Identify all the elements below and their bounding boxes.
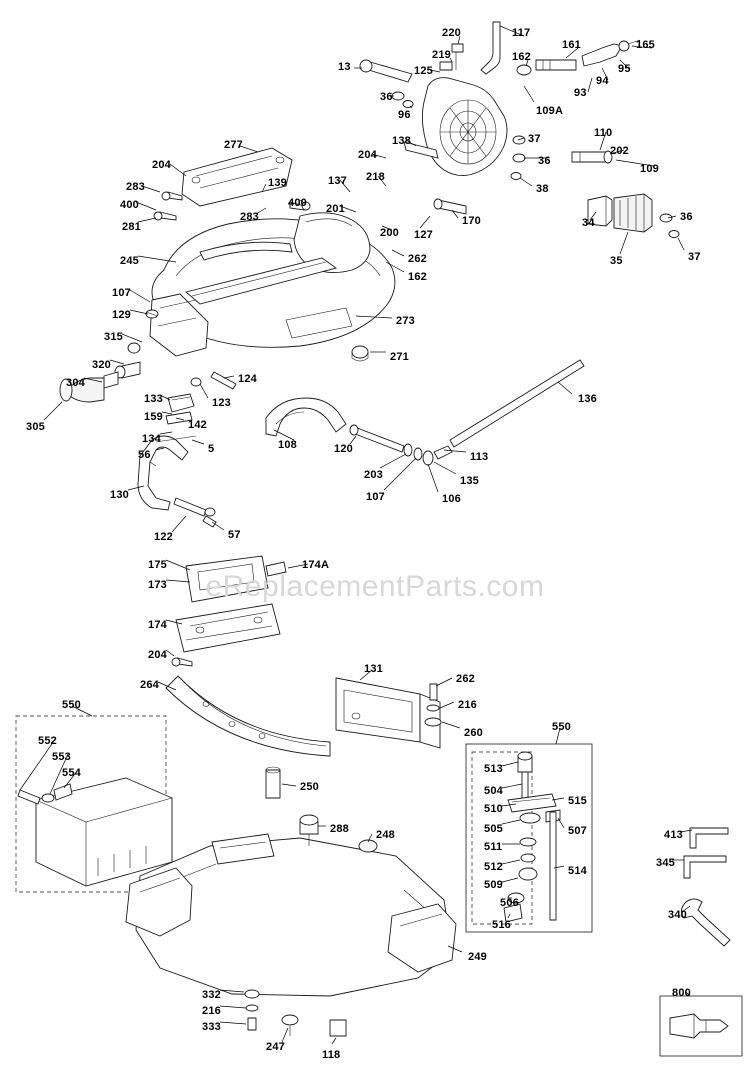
handle-linkage-group [266, 360, 584, 465]
part-callout-110: 110 [594, 127, 613, 139]
part-callout-170: 170 [462, 215, 481, 227]
part-callout-507: 507 [568, 825, 587, 837]
part-callout-320: 320 [92, 359, 111, 371]
part-callout-219: 219 [432, 49, 451, 61]
part-callout-271: 271 [390, 351, 409, 363]
part-callout-94: 94 [596, 75, 609, 87]
part-callout-283: 283 [240, 211, 259, 223]
part-callout-174A: 174A [302, 559, 330, 571]
part-callout-250: 250 [300, 781, 319, 793]
part-callout-262: 262 [456, 673, 475, 685]
part-callout-220: 220 [442, 27, 461, 39]
part-callout-120: 120 [334, 443, 353, 455]
part-callout-201: 201 [326, 203, 345, 215]
part-callout-95: 95 [618, 63, 631, 75]
part-callout-107: 107 [112, 287, 131, 299]
part-callout-305: 305 [26, 421, 45, 433]
part-callout-506: 506 [500, 897, 519, 909]
part-callout-108: 108 [278, 439, 297, 451]
part-callout-134: 134 [142, 433, 161, 445]
saw-base-group [126, 815, 456, 1036]
part-callout-283: 283 [126, 181, 145, 193]
part-callout-550: 550 [62, 699, 81, 711]
part-callout-510: 510 [484, 803, 503, 815]
part-callout-38: 38 [536, 183, 549, 195]
part-callout-13: 13 [338, 61, 351, 73]
part-callout-216: 216 [202, 1005, 221, 1017]
part-callout-264: 264 [140, 679, 159, 691]
part-callout-281: 281 [122, 221, 141, 233]
part-callout-340: 340 [668, 909, 687, 921]
part-callout-511: 511 [484, 841, 503, 853]
part-callout-159: 159 [144, 411, 163, 423]
part-callout-315: 315 [104, 331, 123, 343]
part-callout-36: 36 [380, 91, 393, 103]
dust-chute-group [166, 556, 330, 798]
part-callout-333: 333 [202, 1021, 221, 1033]
part-callout-37: 37 [688, 251, 701, 263]
part-callout-218: 218 [366, 171, 385, 183]
part-callout-106: 106 [442, 493, 461, 505]
part-callout-505: 505 [484, 823, 503, 835]
part-callout-516: 516 [492, 919, 511, 931]
part-callout-35: 35 [610, 255, 623, 267]
part-callout-504: 504 [484, 785, 503, 797]
part-callout-113: 113 [470, 451, 489, 463]
part-callout-175: 175 [148, 559, 167, 571]
part-callout-122: 122 [154, 531, 173, 543]
part-callout-135: 135 [460, 475, 479, 487]
part-callout-139: 139 [268, 177, 287, 189]
part-callout-277: 277 [224, 139, 243, 151]
part-callout-136: 136 [578, 393, 597, 405]
part-callout-137: 137 [328, 175, 347, 187]
part-callout-554: 554 [62, 767, 81, 779]
part-callout-117: 117 [512, 27, 531, 39]
part-callout-142: 142 [188, 419, 207, 431]
watermark: eReplacementParts.com [205, 570, 545, 603]
part-callout-125: 125 [414, 65, 433, 77]
part-callout-260: 260 [464, 727, 483, 739]
part-callout-56: 56 [138, 449, 151, 461]
part-callout-37: 37 [528, 133, 541, 145]
part-callout-248: 248 [376, 829, 395, 841]
part-callout-245: 245 [120, 255, 139, 267]
part-callout-127: 127 [414, 229, 433, 241]
part-callout-5: 5 [208, 443, 215, 455]
part-callout-34: 34 [582, 217, 595, 229]
part-callout-131: 131 [364, 663, 383, 675]
part-callout-553: 553 [52, 751, 71, 763]
part-callout-165: 165 [636, 39, 655, 51]
part-callout-109A: 109A [536, 105, 564, 117]
part-callout-109: 109 [640, 163, 659, 175]
part-callout-124: 124 [238, 373, 257, 385]
part-callout-133: 133 [144, 393, 163, 405]
part-callout-400: 400 [288, 197, 307, 209]
part-callout-249: 249 [468, 951, 487, 963]
part-callout-118: 118 [322, 1049, 341, 1061]
part-callout-203: 203 [364, 469, 383, 481]
part-callout-57: 57 [228, 529, 241, 541]
part-callout-552: 552 [38, 735, 57, 747]
part-callout-513: 513 [484, 763, 503, 775]
part-callout-202: 202 [610, 145, 629, 157]
part-callout-514: 514 [568, 865, 587, 877]
part-callout-204: 204 [148, 649, 167, 661]
part-callout-36: 36 [680, 211, 693, 223]
part-callout-93: 93 [574, 87, 587, 99]
part-callout-288: 288 [330, 823, 349, 835]
part-callout-345: 345 [656, 857, 675, 869]
part-callout-332: 332 [202, 989, 221, 1001]
part-callout-161: 161 [562, 39, 581, 51]
part-callout-138: 138 [392, 135, 411, 147]
part-callout-130: 130 [110, 489, 129, 501]
part-callout-413: 413 [664, 829, 683, 841]
part-callout-173: 173 [148, 579, 167, 591]
part-callout-273: 273 [396, 315, 415, 327]
part-callout-550: 550 [552, 721, 571, 733]
fence-group [336, 678, 441, 748]
part-callout-162: 162 [512, 51, 531, 63]
part-callout-204: 204 [358, 149, 377, 161]
part-callout-162: 162 [408, 271, 427, 283]
part-callout-174: 174 [148, 619, 167, 631]
part-callout-36: 36 [538, 155, 551, 167]
part-callout-509: 509 [484, 879, 503, 891]
part-callout-800: 800 [672, 987, 691, 999]
part-callout-304: 304 [66, 377, 85, 389]
part-callout-216: 216 [458, 699, 477, 711]
part-callout-400: 400 [120, 199, 139, 211]
part-callout-204: 204 [152, 159, 171, 171]
part-callout-96: 96 [398, 109, 411, 121]
part-callout-262: 262 [408, 253, 427, 265]
part-callout-200: 200 [380, 227, 399, 239]
part-callout-247: 247 [266, 1041, 285, 1053]
part-callout-123: 123 [212, 397, 231, 409]
part-callout-129: 129 [112, 309, 131, 321]
part-callout-512: 512 [484, 861, 503, 873]
part-callout-515: 515 [568, 795, 587, 807]
part-callout-107: 107 [366, 491, 385, 503]
